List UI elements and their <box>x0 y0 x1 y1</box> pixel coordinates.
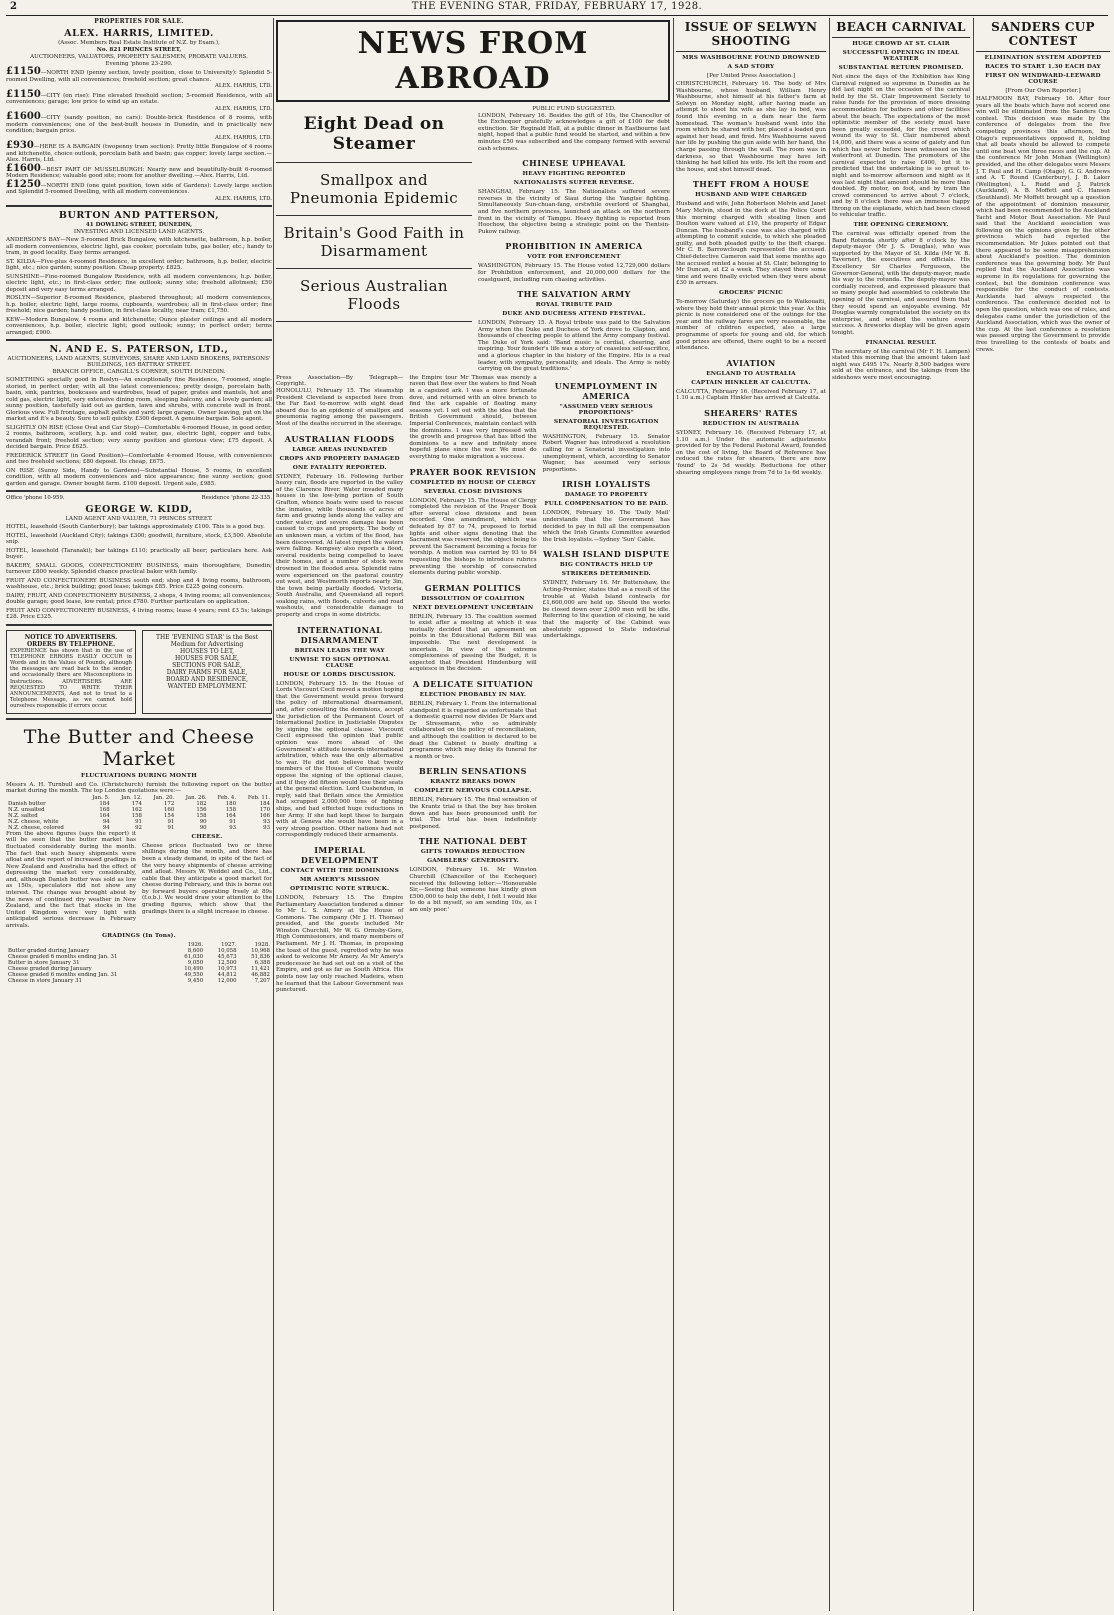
listing-text: —BEST PART OF MUSSELBURGH: Nearly new and beautifully-built 6-roomed Modern Residence; valuable good site; room for another dwelling.—Alex. Harris, Ltd. <box>6 166 272 179</box>
listing-agent: ALEX. HARRIS, LTD. <box>214 105 272 112</box>
properties-header: PROPERTIES FOR SALE. <box>94 18 184 25</box>
table-cell: 158 <box>225 806 237 813</box>
article-subhead: ROYAL TRIBUTE PAID <box>535 302 613 309</box>
article-subhead: VOTE FOR ENFORCEMENT <box>527 254 621 261</box>
table-cell: 164 <box>225 812 237 819</box>
article-subhead: OPTIMISTIC NOTE STRUCK. <box>290 885 390 892</box>
listing-price: £1250 <box>6 178 41 190</box>
article-headline: PRAYER BOOK REVISION <box>409 466 537 477</box>
headline-deck: Smallpox and Pneumonia Epidemic <box>289 171 459 207</box>
table-cell: 93 <box>263 824 270 831</box>
beach-carnival-column <box>832 18 970 1611</box>
property-listing: FRUIT AND CONFECTIONERY BUSINESS, 4 living rooms; lease 4 years; rent £3 5s; takings £28. Price £325. <box>6 607 272 620</box>
article-subhead: A SAD STORY <box>727 64 775 70</box>
table-cell: 12,000 <box>217 977 237 984</box>
table-cell: N.Z. cheese, white <box>8 818 59 825</box>
divider <box>676 51 826 52</box>
table-cell: 154 <box>164 812 175 819</box>
news-from-abroad-column <box>276 18 670 1611</box>
article-subhead: SUCCESSFUL OPENING IN IDEAL WEATHER <box>842 50 960 62</box>
property-listing: FREDERICK STREET (in Good Position)—Comfortable 4-roomed House, with conveniences and two freehold sections; £80 deposit. Its cheap, £675. <box>6 452 272 465</box>
table-cell: 10,058 <box>217 947 237 954</box>
divider <box>276 321 472 322</box>
listing-price: £930 <box>6 140 34 151</box>
firm-assoc: (Assoc. Members Real Estate Institute of N.Z. by Exam.), <box>58 40 220 46</box>
article-text: SHANGHAI, February 15. The Nationalists suffered severe reverses in the vicinity of Siaui during the Yangtse fighting. Simultaneously Sun-chuan-fang, erstwhile overlord of Shanghai, and five northern provinces, launched an attack on the northern front in the vicinity of Tamgpu. Heavy fighting is reported from Hoochow, the objective being a strategic point on the Tientsin-Pukow railway. <box>478 189 670 235</box>
firm-phone: Evening 'phone 23-290. <box>105 61 173 67</box>
headline-deck: Britain's Good Faith in Disarmament <box>283 224 465 260</box>
article-subhead: ELIMINATION SYSTEM ADOPTED <box>984 55 1102 61</box>
news-banner: NEWS FROM ABROAD <box>276 20 670 102</box>
table-header-cell: Jan. 26. <box>185 794 207 801</box>
article-subhead: RACES TO START 1.30 EACH DAY <box>985 64 1101 70</box>
listing-text: —NORTH END (penny section, lovely position, close to University): Splendid 5-roomed Dwelling, with all conveniences; freehold section; great chance. <box>6 70 272 83</box>
article-subhead: NATIONALISTS SUFFER REVERSE. <box>513 180 635 187</box>
firm-name: ALEX. HARRIS, LIMITED. <box>64 28 214 39</box>
phone-line <box>6 495 272 501</box>
table-cell: 10,973 <box>217 965 237 972</box>
star-box-item: SECTIONS FOR SALE, <box>172 661 242 669</box>
firm-name: GEORGE W. KIDD, <box>85 504 193 515</box>
property-listing: DAIRY, FRUIT, AND CONFECTIONERY BUSINESS, 2 shops, 4 living rooms; all conveniences; double garage; good lease, low rental; price £780. Further particulars on application. <box>6 592 272 605</box>
table-cell: 170 <box>259 806 270 813</box>
office-phone: Office 'phone 10-959. <box>6 495 65 501</box>
headline-deck: Serious Australian Floods <box>299 277 448 313</box>
property-listing: HOTEL, leasehold (Taranaki); bar takings £110; practically all beer; particulars here. Ask buyer. <box>6 547 272 560</box>
firm-name: BURTON AND PATTERSON, <box>58 210 220 221</box>
article-subhead: "ASSUMED VERY SERIOUS PROPORTIONS" <box>559 403 653 416</box>
table-cell: 7,207 <box>254 977 270 984</box>
article-subhead: THE OPENING CEREMONY. <box>853 222 949 229</box>
property-listing <box>6 88 272 113</box>
property-listing <box>6 66 272 90</box>
table-cell: N.Z. salted <box>8 812 38 819</box>
table-cell: Cheese graded during January <box>8 965 92 972</box>
masthead <box>0 0 1114 14</box>
divider <box>276 162 472 163</box>
article-text: The carnival was officially opened from the Band Rotunda shortly after 8 o'clock by the deputy-mayor (Mr J. S. Douglas), who was supported by the Mayor of St. Kilda (Mr W. B. Taverner), the executives and officials. His Excellency Sir Charles Fergusson, the Governor-General, with the deputy-mayor, made his way to the rotunda. The deputy-mayor was cordially received, and expressed pleasure that so many people had assembled to celebrate the opening of the carnival, and assured them that they would spend an enjoyable evening. Mr Douglas warmly congratulated the society on its enterprise, and wished the venture every success. A fireworks display will be given again tonight. <box>832 231 970 336</box>
table-cell: Butter graded during January <box>8 947 90 954</box>
article-subhead: DAMAGE TO PROPERTY <box>564 492 648 499</box>
article-headline: AUSTRALIAN FLOODS <box>284 433 395 444</box>
listing-price: £1150 <box>6 88 41 100</box>
table-cell: Cheese graded 6 months ending Jan. 31 <box>8 953 118 960</box>
table-cell: 10,490 <box>184 965 204 972</box>
article-subhead: UNWISE TO SIGN OPTIONAL CLAUSE <box>289 656 391 669</box>
article-subhead: DISSOLUTION OF COALITION <box>421 595 525 602</box>
property-listing: SOMETHING specially good in Roslyn—An exceptionally fine Residence, 7-roomed, single-storied, in perfect order, with all the latest conveniences; pretty design, porcelain bath, basin, sink, pantries, bookcases and wardrobes, head of paper, grates and mantels, hot and cold gas, electric light, very extensive dining room, sleeping balcony, and a lovely garden; all sunny position, tastefully laid out as garden, lawn and shrubs, with concrete wall in front. Glorious view. Full frontage, asphalt paths and yard; large garage. Owner leaving, put on the market and it's a beauty. Sure to sell quickly. £300 deposit. A genuine bargain. Sole agent. <box>6 377 272 422</box>
listing-agent: ALEX. HARRIS, LTD. <box>214 134 272 141</box>
article-subhead: CAPTAIN HINKLER AT CALCUTTA. <box>691 379 811 386</box>
star-box-item: DAIRY FARMS FOR SALE, <box>166 668 248 676</box>
firm-name: N. AND E. S. PATERSON, LTD., <box>49 344 229 355</box>
listing-text: —CITY (sandy position, no cars): Double-brick Residence of 8 rooms, with modern conveniences; one of the best-built houses in Dunedin, and in practically new condition; bargain price. <box>6 115 272 134</box>
property-listing: ST. KILDA—Five-plus 4-roomed Residence, in excellent order; bathroom, h.p. boiler, electric light, etc.; nice garden; sunny position. Cheap property. £825. <box>6 258 272 271</box>
butter-headline: The Butter and Cheese Market <box>23 725 255 770</box>
table-cell: 93 <box>263 818 270 825</box>
article-subhead: CROPS AND PROPERTY DAMAGED <box>279 455 400 462</box>
property-listing <box>6 111 272 141</box>
table-cell: 156 <box>196 806 207 813</box>
table-cell: 91 <box>167 824 175 831</box>
article-subhead: FINANCIAL RESULT. <box>865 339 937 346</box>
article-text: Husband and wife, John Robertson Melvin and Janet Mary Melvin, stood in the dock at the Police Court this morning charged with stealing linen and Doulton ware valued at £10, the property of Edgar Duncan. The husband's case was also charged with attempting to commit suicide, to which she pleaded guilty, and both pleaded guilty to the theft charge. Mr C. B. Barrowclough represented the accused. Chief-detective Cameron said that some months ago the accused rented a house at St. Clair, belonging to Mr Duncan, at £2 a week. They stayed there some time and were finally evicted when they were about £30 in arrears. <box>676 201 826 287</box>
article-text: SYDNEY, February 16. (Received February 17, at 1.10 a.m.) Under the automatic adjustments provided for by the Federal Pastoral Award, founded on the cost of living, the Board of Reference has reduced the rates for shearers, there are now 'found' to 2s 5d weekly. Reductions for other shearing employees range from 7d to 1s 6d weekly. <box>676 429 826 476</box>
article-headline: THE SALVATION ARMY <box>517 289 631 300</box>
firm-address: No. 821 PRINCES STREET, <box>96 47 182 53</box>
article-text: PUBLIC FUND SUGGESTED. <box>532 106 616 112</box>
table-cell: 9,450 <box>187 977 204 984</box>
article-subhead: SEVERAL CLOSE DIVISIONS <box>423 488 523 495</box>
table-cell: 49,550 <box>184 971 204 978</box>
property-listing: ANDERSON'S BAY—New 5-roomed Brick Bungalow, with kitchenette, bathroom, h.p. boiler, all modern conveniences, electric light, gas cooker, porcelain tubs, gas boiler, etc.; handy to tram, in good locality. Easy terms arranged. <box>6 237 272 256</box>
column-divider <box>829 18 830 1611</box>
table-row <box>6 819 272 825</box>
article-subhead: LARGE AREAS INUNDATED <box>292 446 388 453</box>
property-listing <box>6 140 272 164</box>
divider <box>6 339 272 341</box>
table-cell: 168 <box>99 806 110 813</box>
table-cell: 174 <box>131 800 142 807</box>
table-cell: 45,673 <box>217 953 237 960</box>
table-cell: 166 <box>259 812 270 819</box>
article-subhead: DUKE AND DUCHESS ATTEND FESTIVAL. <box>502 311 646 318</box>
article-text: SYDNEY, February 16. Mr Buttenshaw, the Acting-Premier, states that as a result of the trouble at Walsh Island contracts for £1,600,000 are held up. Should the works be closed down over 2,000 men will be idle. Referring to the question of closing, he said that the majority of the Cabinet was absolutely opposed to State industrial undertakings. <box>542 580 670 640</box>
table-cell: Cheese graded 6 months ending Jan. 31 <box>8 971 118 978</box>
article-text: The secretary of the carnival (Mr F. H. Lampen) stated this morning that the amount taken last night was £495 17s. Nearly 8,500 badges were sold at the entrance, and the takings from the sideshows were most encouraging. <box>832 348 970 381</box>
table-cell: 46,882 <box>251 971 270 978</box>
newspaper-title: THE EVENING STAR, FRIDAY, FEBRUARY 17, 1928. <box>411 1 703 12</box>
table-cell: 158 <box>196 812 207 819</box>
evening-star-box <box>142 630 272 714</box>
article-subhead: FIRST ON WINDWARD-LEEWARD COURSE <box>985 73 1101 85</box>
star-box-item: WANTED EMPLOYMENT. <box>167 682 247 690</box>
notice-body: EXPERIENCE has shown that in the use of TELEPHONE ERRORS EASILY OCCUR in Words and in the Values of Pounds, although the messages are read back to the sender, and occasionally there are Misconceptions in Instructions. ADVERTISERS ARE REQUESTED TO WRITE THEIR ANNOUNCEMENTS, And not to trust to a Telephone Message, as we cannot hold ourselves responsible if errors occur. <box>10 647 132 710</box>
butter-price-table <box>6 795 272 831</box>
property-listing: BAKERY, SMALL GOODS, CONFECTIONERY BUSINESS, main thoroughfare, Dunedin; turnover £800 weekly. Splendid chance practical baker with family. <box>6 562 272 575</box>
property-listing: HOTEL, leasehold (South Canterbury); bar takings approximately £100. This is a good buy. <box>6 524 265 530</box>
listing-text: —NORTH END (one quiet position, town side of Gardens): Lovely large section and Splendid 5-roomed Dwelling, with all modern conveniences. <box>6 182 272 195</box>
article-headline: THEFT FROM A HOUSE <box>692 179 810 190</box>
article-text: WASHINGTON, February 15. Senator Robert Wagner has introduced a resolution calling for a Senatorial investigation into unemployment, which, according to Senator Wagner, has assumed very serious proportions. <box>542 433 670 473</box>
article-headline: A DELICATE SITUATION <box>412 679 534 690</box>
listing-price: £1600 <box>6 162 41 174</box>
listing-agent: ALEX. HARRIS, LTD. <box>214 195 272 202</box>
article-subhead: HUSBAND AND WIFE CHARGED <box>695 192 807 199</box>
table-cell: 61,030 <box>184 953 204 960</box>
listing-text: —CITY (on rise): Fine elevated freehold section; 5-roomed Residence, with all conveniences; garage; low price to wind up an estate. <box>6 92 272 105</box>
article-text: BERLIN, February 15. The final sensation of the Krantz trial is that the boy has broken down and has been pronounced unfit for trial. The trial has been indefinitely postponed. <box>409 797 537 830</box>
advertiser-notice <box>6 630 136 714</box>
divider <box>832 37 970 38</box>
article-subhead: HEAVY FIGHTING REPORTED <box>522 171 626 178</box>
article-headline: CHINESE UPHEAVAL <box>522 158 626 169</box>
divider <box>6 718 272 720</box>
table-cell: 90 <box>199 818 207 825</box>
property-listing: SUNSHINE—Fine-roomed Bungalow Residence, with all modern conveniences, h.p. boiler, electric light, etc.; in first-class order; fine outlook; sunny site; freehold allotment; £50 deposit and very easy terms arranged. <box>6 273 272 293</box>
table-cell: 184 <box>259 800 270 807</box>
article-text: LONDON, February 16. The 'Daily Mail' understands that the Government has decided to pay in full all the compensation which the Irish Grants Committee awarded the Irish loyalists.—Sydney 'Sun' Cable. <box>542 510 670 543</box>
table-header-cell: 1927. <box>221 941 237 948</box>
article-subhead: ELECTION PROBABLY IN MAY. <box>419 692 527 699</box>
table-cell: 182 <box>196 800 207 807</box>
article-text: HONOLULU, February 15. The steamship President Cleveland is expected here from the Far East to-morrow with eight dead aboard due to an epidemic of smallpox and pneumonia raging among the passengers. Most of the deaths occurred in the steerage. <box>276 388 404 427</box>
table-cell: 9,050 <box>187 959 204 966</box>
article-text: LONDON, February 16. Mr Winston Churchill (Chancellor of the Exchequer) received the following letter:—'Honourable Sir,—Seeing that someone has kindly given £500,000 to help the debt, I felt I would like to do a bit myself, so am sending 10s, as I am only poor.' <box>409 867 537 913</box>
article-subhead: SUBSTANTIAL RETURN PROMISED. <box>838 65 964 71</box>
headline-deck: Eight Dead on Steamer <box>303 114 445 154</box>
property-listing <box>6 178 272 203</box>
table-header-cell: 1926. <box>187 941 204 948</box>
article-headline: ISSUE OF SELWYN SHOOTING <box>684 20 818 48</box>
divider <box>276 268 472 269</box>
sanders-cup-column <box>976 18 1110 1611</box>
article-subhead: HOUSE OF LORDS DISCUSSION. <box>283 671 396 678</box>
article-subhead: MR AMERY'S MISSION <box>299 876 380 883</box>
article-text: LONDON, February 15. A Royal tribute was paid to the Salvation Army when the Duke and Duchess of York drove to Clapton, and thousands of cheering people to attend the Army company festival. The Duke of York said: 'Band music is cordial, cheering, and inspiring. Your founder's life was a story of ceaseless self-sacrifice, and a glorious chapter in the history of the Empire. His is a real leader, with sympathy, personality, and ideals. The Army is nobly carrying on the great traditions.' <box>478 320 670 373</box>
table-cell: Danish butter <box>8 800 46 807</box>
table-cell: 91 <box>167 818 175 825</box>
table-row <box>6 978 272 984</box>
residence-phone: Residence 'phone 22-335. <box>201 495 272 501</box>
article-text: BERLIN, February 1. From the international standpoint it is regarded as unfortunate that a domestic quarrel now divides Dr Marx and Dr Stresemann, who so admirably collaborated on the policy of reconciliation, and although the coalition is declared to be dead the Cabinet is busily drafting a programme which may delay its funeral for a month or two. <box>409 701 537 760</box>
butter-subhead: FLUCTUATIONS DURING MONTH <box>81 772 197 779</box>
article-headline: GERMAN POLITICS <box>424 582 522 593</box>
article-subhead: COMPLETED BY HOUSE OF CLERGY <box>410 479 536 486</box>
firm-trades: LAND AGENT AND VALUER, 71 PRINCES STREET. <box>65 516 213 522</box>
article-headline: BERLIN SENSATIONS <box>419 766 527 777</box>
article-headline: INTERNATIONAL DISARMAMENT <box>297 624 383 645</box>
butter-intro: Messrs A. H. Turnbull and Co. (Christchurch) furnish the following report on the butter market during the month. The top London quotations were:— <box>6 781 272 795</box>
divider <box>276 215 472 216</box>
firm-trades: AUCTIONEERS, LAND AGENTS, SURVEYORS, SHARE AND LAND BROKERS, PATERSONS' BUILDINGS, 165 BATTRAY STREET. <box>7 356 271 368</box>
article-subhead: GAMBLERS' GENEROSITY. <box>427 858 519 865</box>
notice-title: NOTICE TO ADVERTISERS. <box>24 633 118 641</box>
table-cell: 10,968 <box>251 947 270 954</box>
press-credit: Press Association—By Telegraph—Copyright. <box>276 374 404 388</box>
article-subhead: CONTACT WITH THE DOMINIONS <box>280 867 399 874</box>
listing-text: —HERE IS A BARGAIN (twopenny tram section): Pretty little Bungalow of 4 rooms and kitchenette, choice outlook, porcelain bath and basin; gas copper; lovely large section.—Alex. Harris, Ltd. <box>6 144 272 163</box>
table-cell: N.Z. unsalted <box>8 806 45 813</box>
table-cell: Butter in store January 31 <box>8 959 80 966</box>
article-text: BERLIN, February 15. The coalition seemed to exist after a meeting at which it was mutually decided that an agreement on points in the Educational Reform Bill was impossible. The next development is uncertain. In view of the extreme complexeness of passing the Budget, it is expected that President Hindenburg will acquiesce in the decision. <box>409 613 537 673</box>
table-cell: 11,421 <box>251 965 270 972</box>
table-cell: 93 <box>229 824 237 831</box>
article-text: WASHINGTON, February 15. The House voted 12,729,000 dollars for Prohibition enforcement, and 20,000,000 dollars for the coastguard, including rum chasing activities. <box>478 263 670 283</box>
article-headline: WALSH ISLAND DISPUTE <box>543 549 670 560</box>
firm-address: 41 DOWLING STREET, DUNEDIN, <box>85 222 193 228</box>
article-headline: BEACH CARNIVAL <box>836 20 966 34</box>
article-subhead: STRIKERS DETERMINED. <box>561 571 651 578</box>
page-number: 2 <box>10 1 18 12</box>
notices-row <box>6 630 272 714</box>
butter-body: From the above figures (says the report) it will be seen that the butter market has fluctuated considerably during the month. The fact that such heavy shipments were afloat and the report of increased gradings in New Zealand and Australia had the effect of depressing the market very considerably, and, although Danish butter was sold as low as 150s, speculators did not show any interest. The change was brought about by the news of continued dry weather in New Zealand, and the fact that stocks in the United Kingdom were very light with anticipated serious decrease in February arrivals. <box>6 830 136 930</box>
article-text: LONDON, February 15. The House of Clergy completed the revision of the Prayer Book after several close divisions and been recorded. One amendment, which was defeated by 87 to 74, proposed to forbid lights and other signs denoting that the Sacrament was reserved, the object being to prevent the Sacrament becoming a focus for worship. A motion was carried by 93 to 84 requesting the bishops to introduce rubrics preventing the worship of consecrated elements during public worship. <box>409 497 537 577</box>
divider <box>976 51 1110 52</box>
article-text: CALCUTTA, February 16. (Received February 17, at 1.10 a.m.) Captain Hinkler has arrived at Calcutta. <box>676 388 826 402</box>
news-subcolumn <box>478 106 670 373</box>
masthead-rule <box>6 15 1108 16</box>
table-cell: 180 <box>225 800 237 807</box>
property-listing: FRUIT AND CONFECTIONERY BUSINESS south end; shop and 4 living rooms, bathroom, washhouse, etc.; brick building; good lease; takings £85. Price £225 going concern. <box>6 577 272 590</box>
table-header-cell: 1928. <box>254 941 270 948</box>
gradings-table <box>6 942 272 984</box>
article-subhead: GIFTS TOWARDS REDUCTION <box>420 849 526 856</box>
table-header-cell: Jan. 12. <box>121 794 142 801</box>
divider <box>6 490 272 492</box>
table-cell: Cheese in store January 31 <box>8 977 82 984</box>
table-cell: 184 <box>99 800 110 807</box>
table-cell: 91 <box>135 818 142 825</box>
press-credit: [From Our Own Reporter.] <box>1005 88 1081 94</box>
property-listing: ROSLYN—Superior 8-roomed Residence, plastered throughout; all modern conveniences, h.p. boiler, electric light, large rooms, cupboards, wardrobes; all in first-class order; fine freehold; nice garden; handy position, in first-class locality, near tram; £1,750. <box>6 295 272 314</box>
selwyn-column <box>676 18 826 1611</box>
property-listing: ON RISE (Sunny Side, Handy to Gardens)—Substantial House, 5 rooms, in excellent condition, with all modern conveniences and nice appearance; fine sunny section; good garden and garage. Owner bought farm. £100 deposit. Urgent sale, £985. <box>6 467 272 487</box>
column-divider <box>973 18 974 1611</box>
article-text: LONDON, February 15. In the House of Lords Viscount Cecil moved a motion hoping that the Government would press forward the policy of international disarmament, and, after consulting the dominions, accept the jurisdiction of the Permanent Court of International Justice in Justiciable Disputes by signing the optional clause. Viscount Cecil expressed the opinion that public opinion was more ahead of the Government's attitude towards international arbitration, which was the only alternative to war. He did not believe that twenty members of the House of Commons would oppose the signing of the optional clause, and if they did fifteen would lose their seats at the general election. Lord Cushendun, in reply, said that Britain since the Armistice had scrapped 2,000,000 tons of fighting ships, and had effected huge reductions in her Army. If she had kept these to bargain with at Geneva she would have been in a very strong position. Other nations had not correspondingly reduced their armaments. <box>276 680 404 839</box>
table-cell: 94 <box>102 824 110 831</box>
article-text: LONDON, February 16. Besides the gift of 10s, the Chancellor of the Exchequer gratefully acknowledges a gift of £100 for debt extinction. Sir Reginald Hall, at a public dinner in Eastbourne last night, hoped that a public fund would be started, and within a few minutes £50 was subscribed and the company formed with several cash schemes. <box>478 112 670 152</box>
article-headline: GROCERS' PICNIC <box>719 290 783 297</box>
article-headline: THE NATIONAL DEBT <box>418 836 528 847</box>
article-text: CHRISTCHURCH, February 16. The body of Mrs Washbourne, whose husband, William Henry Washbourne, shot himself at his father's farm at Selwyn on Monday night, after having made an attempt to shoot his wife as she lay in bed, was found this evening in a dam near the farm homestead. The woman's husband went into the room which he shared with her, placed a loaded gun against her head, and fired. Mrs Washbourne saved her life by pushing the gun aside with her hand, the charge passing through the wall. The room was in darkness, so that Washbourne may have left thinking he had killed his wife. He left the room and the house, and shot himself dead. <box>676 81 826 173</box>
article-subhead: REDUCTION IN AUSTRALIA <box>702 420 800 427</box>
table-header-cell: Feb. 4. <box>217 794 237 801</box>
gradings-head: GRADINGS (In Tons). <box>102 932 176 939</box>
article-headline: IRISH LOYALISTS <box>562 479 651 490</box>
article-subhead: ONE FATALITY REPORTED. <box>292 464 387 471</box>
article-subhead: BRITAIN LEADS THE WAY <box>294 647 385 654</box>
listing-price: £1600 <box>6 111 41 122</box>
article-subhead: KRANTZ BREAKS DOWN <box>430 779 516 786</box>
table-cell: N.Z. cheese, colored <box>8 824 64 831</box>
table-cell: 6,388 <box>254 959 270 966</box>
article-text: To-morrow (Saturday) the grocers go to Waikouaiti, where they hold their annual picnic this year. As this picnic is now considered one of the outings for the year and the railway fares are very reasonable, the number of children expected, also a large programme of sports for young and old, for which good prizes are offered, there ought to be a record attendance. <box>676 299 826 352</box>
table-header-cell: Jan. 5. <box>92 794 110 801</box>
article-text: SYDNEY, February 16. Following further heavy rain, floods are reported in the valley of the Clarence River. Water invaded many houses in the low-lying portion of South Grafton, whence boats were used to rescue the inmates, while thousands of acres of farm and grazing lands along the valley are under water, and severe damage has been caused to crops and property. The body of an unknown man, a victim of the flood, has been discovered. At latest report the waters were falling. Kempsey also reports a flood, several residents being compelled to leave their homes, and a number of stock were drowned in the flooded area. Splendid rains were experienced on the pastoral country out west, and Westmorth reports nearly 3in, the town being partially flooded. Victoria, South Australia, and Queensland all report soaking rains, with floods, culverts and road washouts, and considerable damage to property and crops in some districts. <box>276 473 404 619</box>
divider <box>6 624 272 626</box>
star-box-item: HOUSES FOR SALE, <box>175 654 239 662</box>
article-text: LONDON, February 15. The Empire Parliamentary Association tendered a dinner to Mr L. S. Amery at the House of Commons. The company (Mr J. H. Thomas) presided, and the guests included Mr Winston Churchill, Mr W. G. Ormsby-Gore, High Commissioners, and many members of Parliament. Mr J. H. Thomas, in proposing the toast of the guest, regretted why he was asked to welcome Mr Amery. As Mr Amery's predecessor he had set out on a visit of the Empire, and got as far as South Africa. His points now lay only reached Madeira, when he learned that the Labour Government was punctured. <box>276 894 404 994</box>
star-box-item: HOUSES TO LET, <box>180 647 234 655</box>
property-listing <box>6 162 272 180</box>
property-listing: HOTEL, leasehold (Auckland City); takings £300; goodwill, furniture, stock, £3,500. Absolute snip. <box>6 532 272 545</box>
article-subhead: BIG CONTRACTS HELD UP <box>559 562 653 569</box>
table-cell: 160 <box>164 806 175 813</box>
article-subhead: ENGLAND TO AUSTRALIA <box>706 370 796 377</box>
table-cell: 51,836 <box>251 953 270 960</box>
press-credit: [Per United Press Association.] <box>706 73 796 79</box>
property-listing: SLIGHTLY ON RISE (Close Oval and Car Stop)—Comfortable 4-roomed House, in good order, 2 rooms, bathroom, scullery, h.p. and cold water, gas, electric light, copper and tubs, verandah front; freehold section; very sunny position and glorious view; £75 deposit. A decided bargain. Price £625. <box>6 424 272 450</box>
table-cell: 12,500 <box>217 959 237 966</box>
table-cell: 92 <box>135 824 142 831</box>
star-box-line: THE 'EVENING STAR' is the Best Medium for Advertising <box>155 633 259 648</box>
table-cell: 158 <box>131 812 142 819</box>
article-subhead: MRS WASHBOURNE FOUND DROWNED <box>682 55 820 61</box>
firm-trades: INVESTING AND LICENSED LAND AGENTS. <box>73 229 205 235</box>
article-subhead: FULL COMPENSATION TO BE PAID. <box>544 501 669 508</box>
listing-price: £1150 <box>6 66 41 77</box>
table-cell: 94 <box>102 818 110 825</box>
article-subhead: NEXT DEVELOPMENT UNCERTAIN <box>412 604 534 611</box>
firm-branch: BRANCH OFFICE, CARGILL'S CORNER, SOUTH DUNEDIN. <box>52 369 226 375</box>
article-subhead: COMPLETE NERVOUS COLLAPSE. <box>414 788 532 795</box>
article-headline: UNEMPLOYMENT IN AMERICA <box>554 380 658 401</box>
table-cell: 8,600 <box>187 947 204 954</box>
cheese-head: CHEESE. <box>191 833 223 840</box>
article-headline: SHEARERS' RATES <box>704 407 798 418</box>
notice-sub: ORDERS BY TELEPHONE. <box>26 640 116 648</box>
table-cell: 91 <box>229 818 237 825</box>
cheese-body: Cheese prices fluctuated two or three shillings during the month, and there has been a steady demand, in spite of the fact of the very heavy shipments of cheese arriving and afloat. Messrs W. Weddel and Co., Ltd., cable that they anticipate a good market for cheese during February, and this is borne out by forward buyers operating freely at 89s (f.o.b.). We would draw your attention to the grading figures, which show that the gradings there is a slight increase in cheese. <box>142 842 272 915</box>
table-header-cell: Jan. 20. <box>153 794 175 801</box>
classifieds-column <box>6 18 272 1611</box>
article-headline: PROHIBITION IN AMERICA <box>505 241 643 252</box>
table-cell: 172 <box>164 800 175 807</box>
star-box-item: BOARD AND RESIDENCE, <box>165 675 248 683</box>
article-headline: SANDERS CUP CONTEST <box>991 20 1095 48</box>
divider <box>6 205 272 207</box>
column-divider <box>673 18 674 1611</box>
column-divider <box>273 18 274 1611</box>
article-subhead: SENATORIAL INVESTIGATION REQUESTED. <box>553 418 659 431</box>
article-headline: AVIATION <box>726 357 776 368</box>
article-text: the Empire tour Mr Thomas was merely a raven that flew over the waters to find Noah in a capsized ark. I was a more fortunate dove, and returned with an olive branch to find the ark capable of floating many seasons yet. I set out with the idea that the British Government should, between Imperial Conferences, maintain contact with the dominions. I was very impressed with the growth and progress that has lifted the dominions to a new and infinitely more hopeful plane since the war. We must do everything to make migration a success. <box>409 374 537 460</box>
table-cell: 90 <box>199 824 207 831</box>
table-cell: 162 <box>131 806 142 813</box>
table-cell: 164 <box>99 812 110 819</box>
table-header-cell: Feb. 11. <box>247 794 270 801</box>
listing-agent: ALEX. HARRIS, LTD. <box>214 83 272 89</box>
article-text: Not since the days of the Exhibition has King Carnival reigned so supreme in Dunedin as he did last night on the occasion of the carnival held by the St. Clair Improvement Society to raise funds for the provision of more dressing accommodation for bathers and other facilities about the beach. The expectations of the most optimistic member of the society must have been greatly exceeded, for the crowd which wound its way to St. Clair numbered about 14,000, and there was a scene of gaiety and fun which has never before been witnessed on the waterfront at Dunedin. The promoters of the carnival expected to raise £400, but it is predicted that the undertaking is so great to-night and to-morrow afternoon and night as it was last night that amount should be more than doubled. By motor, on foot, and by tram the crowd commenced to arrive about 7 o'clock, and by 8 o'clock there was an immense happy throng on the esplanade, which had been closed to vehicular traffic. <box>832 74 970 219</box>
article-text: HALFMOON BAY, February 16. After four years all the boats which have not scored one win will be eliminated from the Sanders Cup contest. This decision was made by the conference of delegates from the five competing provinces this afternoon, but Otago's representatives opposed it, holding that all boats should be allowed to compete until one boat won three races and the cup. At the conference Mr John Mohan (Wellington) presided, and the other delegates were Messrs J. T. Paul and H. Camp (Otago), G. G. Andrews and A. T. Round (Canterbury), J. B. Laker (Wellington), L. Rudd and J. Patrick (Auckland), A. B. Moffett and C. Hansen (Southland). Mr Moffett brought up a question of the appointment of dominion measurer, which had been recommended to the Auckland Yacht and Motor Boat Association. Mr Paul said that the Auckland association was following on the opinions given by the other provinces which had rejected the recommendation. Mr Jukes pointed out that there appeared to be some misapprehension about Auckland's position. The dominion conference was the governing body. Mr Paul replied that the Auckland Association was supreme in its regulations for governing the contest, but the dominion conference was responsible for the conduct of contests. Aucklands had always respected the conference. The conference decided not to open the question, which was one of rules, and delegates came under the jurisdiction of the Auckland Association, which was the owner of the cup. At the last conference a resolution was passed urging the Government to provide free travelling to the contests of boats and crews. <box>976 96 1110 353</box>
table-cell: 44,812 <box>217 971 237 978</box>
table-row <box>6 801 272 807</box>
property-listing: KEW—Modern Bungalow, 4 rooms and kitchenette; Ounce plaster ceilings and all modern conveniences, h.p. boiler, electric light; good outlook; sunny; in perfect order; terms arranged; £900. <box>6 316 272 336</box>
article-subhead: HUGE CROWD AT ST. CLAIR <box>852 41 950 47</box>
article-headline: IMPERIAL DEVELOPMENT <box>300 844 379 865</box>
firm-trades: AUCTIONEERS, VALUATORS, PROPERTY SALESMEN, PROBATE VALUERS. <box>30 54 248 60</box>
